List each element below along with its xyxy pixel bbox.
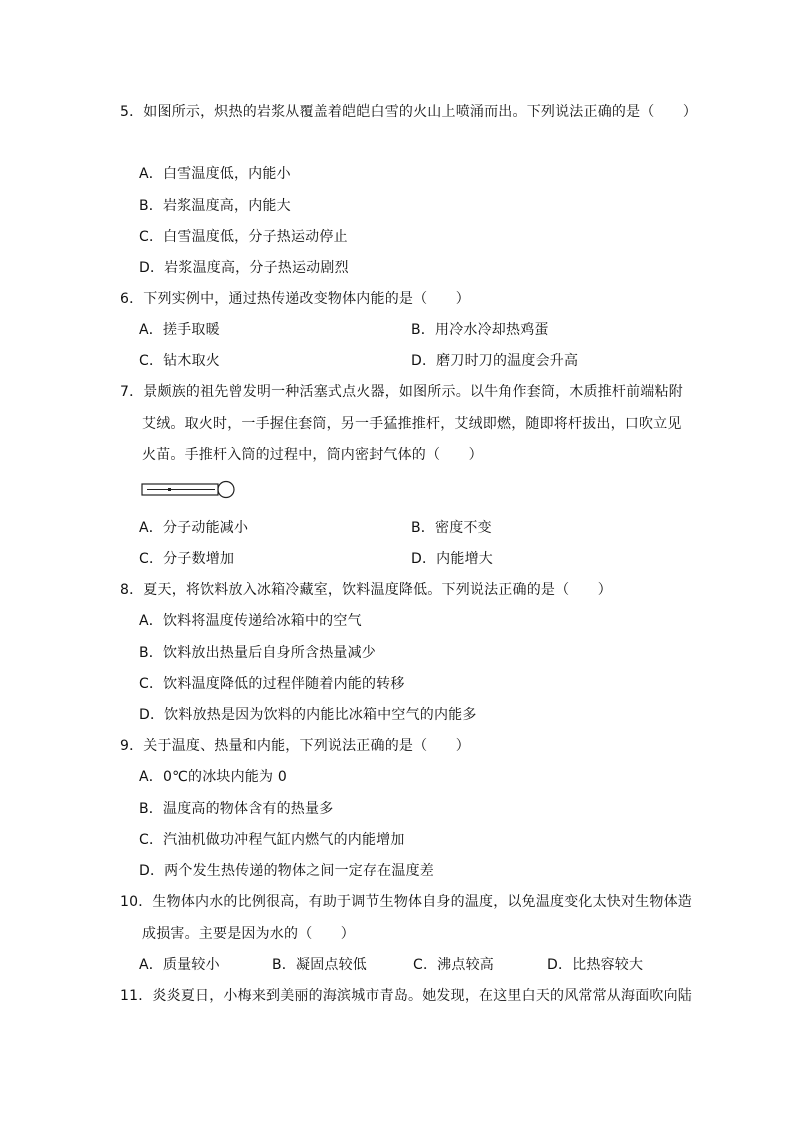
piston-igniter-figure <box>141 479 236 501</box>
question-10-stem-line-1: 10．生物体内水的比例很高，有助于调节生物体自身的温度，以免温度变化太快对生物体造 <box>120 894 693 910</box>
question-7-option-d: D．内能增大 <box>411 551 493 567</box>
question-7-stem-line-3: 火苗。手推杆入筒的过程中，筒内密封气体的（ ） <box>142 447 483 463</box>
question-9-option-c: C．汽油机做功冲程气缸内燃气的内能增加 <box>139 832 405 848</box>
question-6-option-c: C．钻木取火 <box>139 353 220 369</box>
question-6-stem: 6．下列实例中，通过热传递改变物体内能的是（ ） <box>120 291 470 307</box>
question-7-option-c: C．分子数增加 <box>139 551 235 567</box>
question-10-option-a: A．质量较小 <box>139 957 220 973</box>
question-10-option-b: B．凝固点较低 <box>272 957 368 973</box>
question-7-stem-line-2: 艾绒。取火时，一手握住套筒，另一手猛推推杆，艾绒即燃，随即将杆拔出，口吹立见 <box>142 416 682 432</box>
question-5-option-d: D．岩浆温度高，分子热运动剧烈 <box>139 260 349 276</box>
question-9-option-b: B．温度高的物体含有的热量多 <box>139 801 334 817</box>
question-8-option-b: B．饮料放出热量后自身所含热量减少 <box>139 645 377 661</box>
question-7-stem-line-1: 7．景颇族的祖先曾发明一种活塞式点火器，如图所示。以牛角作套筒，木质推杆前端粘附 <box>120 384 683 400</box>
question-8-option-c: C．饮料温度降低的过程伴随着内能的转移 <box>139 676 405 692</box>
question-11-stem: 11．炎炎夏日，小梅来到美丽的海滨城市青岛。她发现，在这里白天的风常常从海面吹向陆 <box>120 988 693 1004</box>
question-9-option-a: A．0℃的冰块内能为 0 <box>139 769 287 785</box>
question-5-stem: 5．如图所示，炽热的岩浆从覆盖着皑皑白雪的火山上喷涌而出。下列说法正确的是（ ） <box>120 104 698 120</box>
question-6-option-a: A．搓手取暖 <box>139 322 220 338</box>
question-10-option-d: D．比热容较大 <box>547 957 644 973</box>
question-5-option-c: C．白雪温度低，分子热运动停止 <box>139 229 348 245</box>
question-9-stem: 9．关于温度、热量和内能，下列说法正确的是（ ） <box>120 738 470 754</box>
question-6-option-b: B．用冷水冷却热鸡蛋 <box>411 322 549 338</box>
question-8-option-d: D．饮料放热是因为饮料的内能比冰箱中空气的内能多 <box>139 707 477 723</box>
question-8-stem: 8．夏天，将饮料放入冰箱冷藏室，饮料温度降低。下列说法正确的是（ ） <box>120 582 612 598</box>
tinder-mark <box>168 488 171 491</box>
question-5-option-b: B．岩浆温度高，内能大 <box>139 198 291 214</box>
question-5-option-a: A．白雪温度低，内能小 <box>139 166 291 182</box>
question-8-option-a: A．饮料将温度传递给冰箱中的空气 <box>139 613 362 629</box>
question-6-option-d: D．磨刀时刀的温度会升高 <box>411 353 579 369</box>
question-7-option-a: A．分子动能减小 <box>139 520 249 536</box>
question-9-option-d: D．两个发生热传递的物体之间一定存在温度差 <box>139 863 434 879</box>
question-7-option-b: B．密度不变 <box>411 520 492 536</box>
question-10-stem-line-2: 成损害。主要是因为水的（ ） <box>142 926 355 942</box>
question-10-option-c: C．沸点较高 <box>413 957 494 973</box>
rod-handle <box>218 482 234 498</box>
